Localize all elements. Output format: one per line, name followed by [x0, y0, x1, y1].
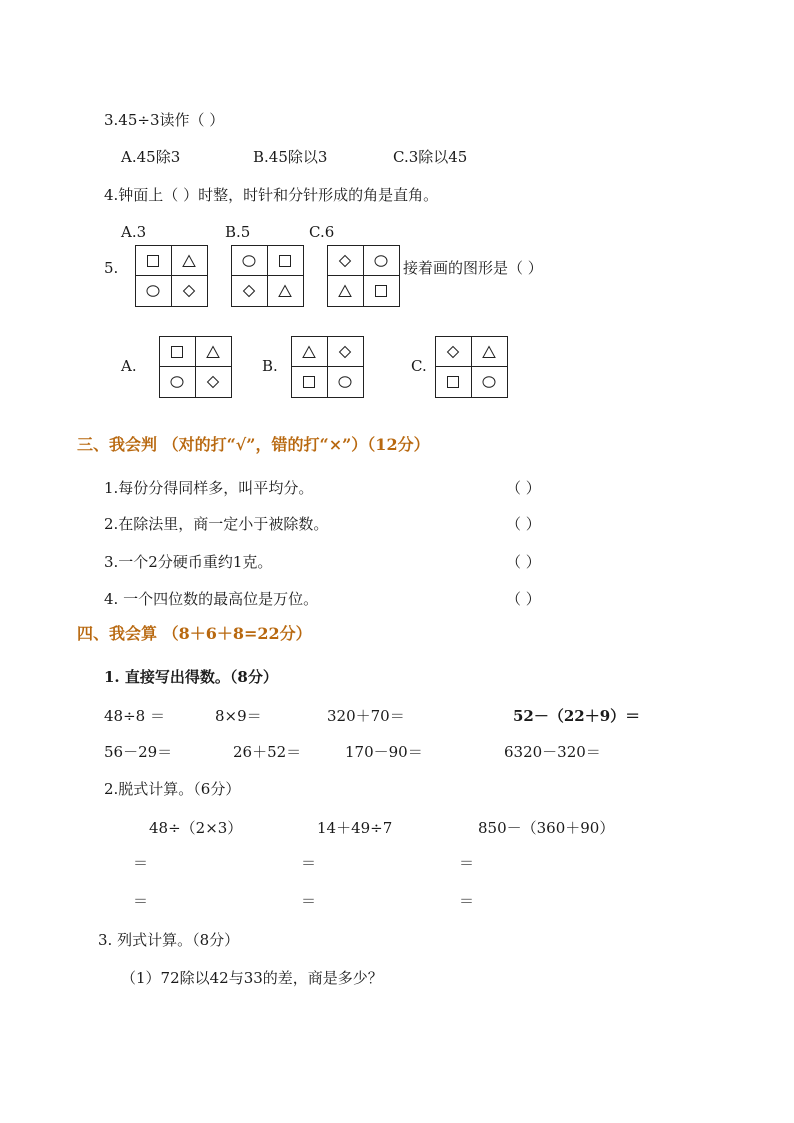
q4-option-b: B.5 — [225, 223, 251, 241]
grid-cell — [436, 337, 472, 367]
circle-icon — [146, 284, 160, 298]
circle-icon — [338, 375, 352, 389]
section4-title: 四、我会算 （8＋6＋8=22分） — [77, 624, 312, 643]
judge-item-1: 1.每份分得同样多，叫平均分。 — [104, 479, 314, 497]
triangle-icon — [182, 254, 196, 268]
calc-7: 170－90＝ — [345, 743, 423, 761]
sequence-grid-3 — [327, 245, 400, 307]
square-icon — [302, 375, 316, 389]
grid-cell — [172, 246, 208, 276]
grid-cell — [292, 367, 328, 397]
q3-option-c: C.3除以45 — [393, 148, 468, 166]
grid-cell — [328, 367, 364, 397]
choice-a-grid — [159, 336, 232, 398]
grid-cell — [268, 246, 304, 276]
q5-prompt: 接着画的图形是（ ） — [403, 259, 543, 277]
square-icon — [446, 375, 460, 389]
expr-3: 850－（360＋90） — [478, 819, 615, 837]
part1-title: 1. 直接写出得数。（8分） — [104, 668, 278, 686]
calc-4: 52－（22＋9）＝ — [513, 707, 641, 725]
grid-cell — [196, 337, 232, 367]
diamond-icon — [338, 345, 352, 359]
grid-cell — [472, 367, 508, 397]
eq-sign: ＝ — [459, 892, 475, 910]
eq-sign: ＝ — [133, 892, 149, 910]
sequence-grid-1 — [135, 245, 208, 307]
choice-b-label: B. — [262, 357, 278, 375]
diamond-icon — [446, 345, 460, 359]
calc-2: 8×9＝ — [215, 707, 262, 725]
q4-option-a: A.3 — [121, 223, 147, 241]
grid-cell — [328, 246, 364, 276]
diamond-icon — [242, 284, 256, 298]
calc-3: 320＋70＝ — [327, 707, 405, 725]
calc-8: 6320－320＝ — [504, 743, 601, 761]
calc-5: 56－29＝ — [104, 743, 173, 761]
grid-cell — [160, 367, 196, 397]
judge-blank-2: （ ） — [506, 515, 541, 533]
choice-b-grid — [291, 336, 364, 398]
triangle-icon — [338, 284, 352, 298]
diamond-icon — [338, 254, 352, 268]
q3-option-a: A.45除3 — [121, 148, 181, 166]
grid-cell — [472, 337, 508, 367]
eq-sign: ＝ — [301, 854, 317, 872]
circle-icon — [170, 375, 184, 389]
grid-cell — [328, 276, 364, 306]
grid-cell — [136, 246, 172, 276]
triangle-icon — [482, 345, 496, 359]
grid-cell — [364, 246, 400, 276]
choice-c-grid — [435, 336, 508, 398]
judge-item-2: 2.在除法里，商一定小于被除数。 — [104, 515, 329, 533]
circle-icon — [242, 254, 256, 268]
circle-icon — [374, 254, 388, 268]
judge-blank-4: （ ） — [506, 590, 541, 608]
eq-sign: ＝ — [301, 892, 317, 910]
calc-6: 26＋52＝ — [233, 743, 302, 761]
part3-title: 3. 列式计算。（8分） — [98, 931, 240, 949]
judge-blank-1: （ ） — [506, 479, 541, 497]
circle-icon — [482, 375, 496, 389]
square-icon — [374, 284, 388, 298]
q3-stem: 3.45÷3读作（ ） — [104, 111, 225, 129]
choice-c-label: C. — [411, 357, 427, 375]
grid-cell — [136, 276, 172, 306]
expr-2: 14＋49÷7 — [317, 819, 393, 837]
section3-title: 三、我会判 （对的打“√”，错的打“×”）（12分） — [77, 435, 430, 454]
grid-cell — [292, 337, 328, 367]
grid-cell — [232, 246, 268, 276]
judge-blank-3: （ ） — [506, 553, 541, 571]
choice-a-label: A. — [121, 357, 137, 375]
grid-cell — [328, 337, 364, 367]
grid-cell — [268, 276, 304, 306]
grid-cell — [172, 276, 208, 306]
judge-item-4: 4. 一个四位数的最高位是万位。 — [104, 590, 319, 608]
grid-cell — [364, 276, 400, 306]
part2-title: 2.脱式计算。（6分） — [104, 780, 241, 798]
q4-option-c: C.6 — [309, 223, 335, 241]
diamond-icon — [182, 284, 196, 298]
q3-option-b: B.45除以3 — [253, 148, 328, 166]
square-icon — [170, 345, 184, 359]
triangle-icon — [206, 345, 220, 359]
calc-1: 48÷8 ＝ — [104, 707, 165, 725]
grid-cell — [196, 367, 232, 397]
grid-cell — [232, 276, 268, 306]
expr-1: 48÷（2×3） — [149, 819, 243, 837]
square-icon — [146, 254, 160, 268]
triangle-icon — [302, 345, 316, 359]
diamond-icon — [206, 375, 220, 389]
judge-item-3: 3.一个2分硬币重约1克。 — [104, 553, 273, 571]
eq-sign: ＝ — [459, 854, 475, 872]
triangle-icon — [278, 284, 292, 298]
eq-sign: ＝ — [133, 854, 149, 872]
grid-cell — [436, 367, 472, 397]
grid-cell — [160, 337, 196, 367]
square-icon — [278, 254, 292, 268]
sequence-grid-2 — [231, 245, 304, 307]
q4-stem: 4.钟面上（ ）时整，时针和分针形成的角是直角。 — [104, 186, 439, 204]
part3-question-1: （1）72除以42与33的差，商是多少？ — [121, 969, 383, 987]
q5-number: 5. — [104, 259, 119, 277]
